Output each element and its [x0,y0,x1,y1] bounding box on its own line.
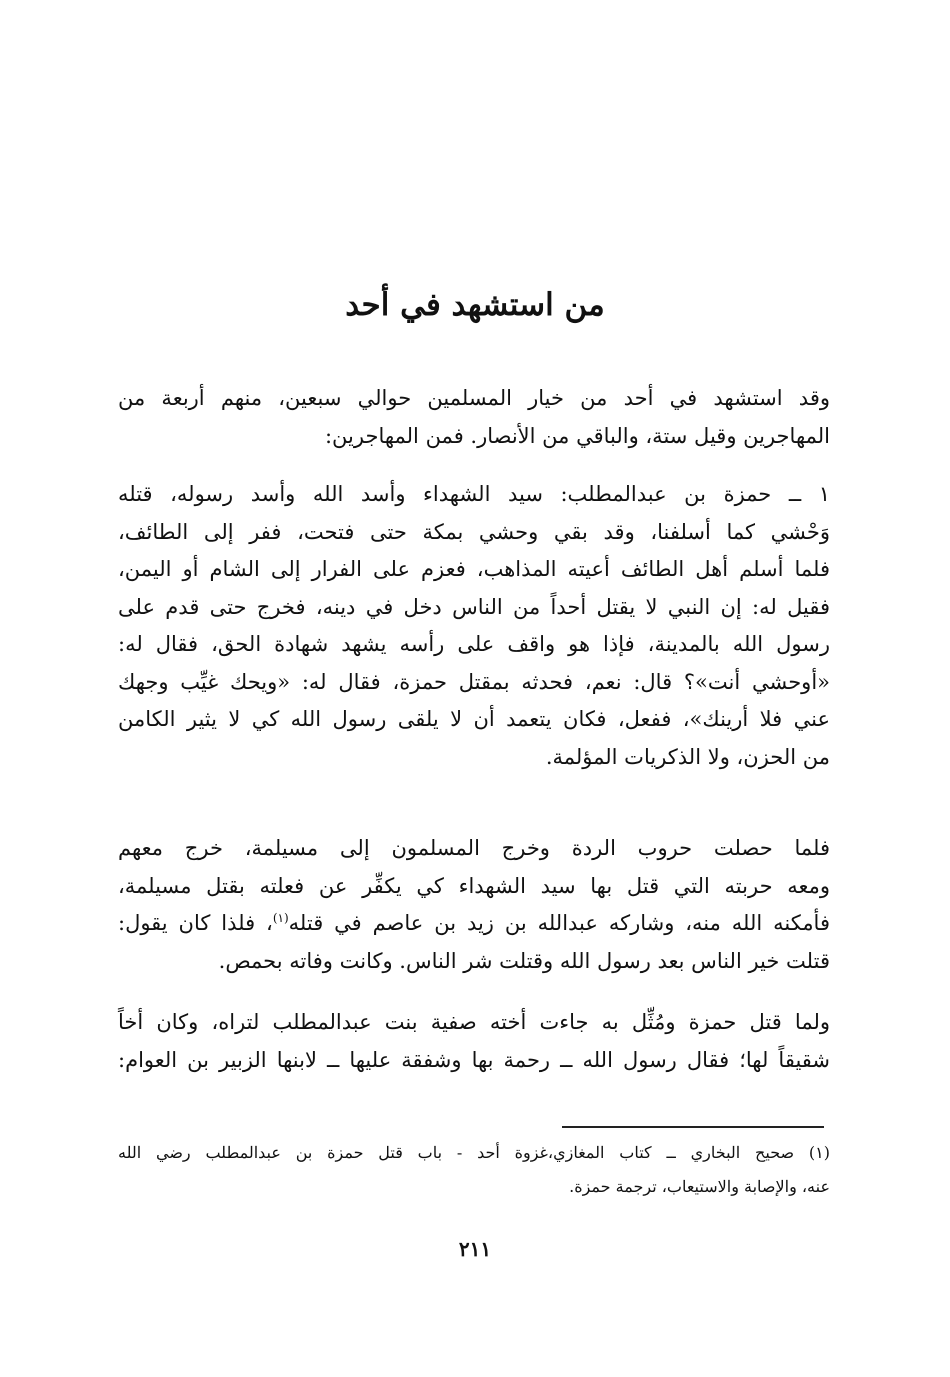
body-paragraph [118,830,830,980]
text-fragment: فأمكنه الله منه، وشاركه عبدالله بن زيد بن عاصم في قتله [288,911,830,935]
text-line: فقيل له: إن النبي لا يقتل أحداً من الناس دخل في دينه، فخرج حتى قدم على [118,594,830,619]
text-line: فلما أسلم أهل الطائف أعيته المذاهب، فعزم على الفرار إلى الشام أو اليمن، [118,557,830,581]
text-line: ومعه حربته التي قتل بها سيد الشهداء كي يكفِّر عن فعلته بقتل مسيلمة، [118,873,830,898]
text-fragment: ، فلذا كان يقول: [118,911,273,935]
body-paragraph [118,1004,830,1079]
footnote-reference[interactable]: (١) [272,911,289,925]
text-line: رسول الله بالمدينة، فإذا هو واقف على رأسه يشهد شهادة الحق، فقال له: [118,632,830,656]
text-line: من الحزن، ولا الذكريات المؤلمة. [545,744,830,769]
text-line: المهاجرين وقيل ستة، والباقي من الأنصار. فمن المهاجرين: [324,423,830,448]
body-paragraph [118,476,830,776]
chapter-title: من استشهد في أحد [345,287,605,323]
footnote [118,1136,830,1204]
text-line: شقيقاً لها؛ فقال رسول الله ــ رحمة بها وشفقة عليها ــ لابنها الزبير بن العوام: [118,1047,830,1072]
text-line: ولما قتل حمزة ومُثِّل به جاءت أخته صفية بنت عبدالمطلب لتراه، وكان أخاً [118,1010,830,1034]
page-number: ٢١١ [458,1237,492,1261]
text-line: «أوحشي أنت»؟ قال: نعم، فحدثه بمقتل حمزة، فقال له: «ويحك غيِّب وجهك [118,669,830,694]
text-line: وَحْشي كما أسلفنا، وقد بقي وحشي بمكة حتى فتحت، ففر إلى الطائف، [118,519,830,544]
text-line: ١ ــ حمزة بن عبدالمطلب: سيد الشهداء وأسد الله وأسد رسوله، قتله [118,482,830,506]
text-line-with-footnote [118,905,830,943]
text-line: فلما حصلت حروب الردة وخرج المسلمون إلى مسيلمة، خرج معهم [118,836,830,860]
text-line: وقد استشهد في أحد من خيار المسلمين حوالي سبعين، منهم أربعة من [118,386,830,410]
footnote-line: (١) صحيح البخاري ــ كتاب المغازي،غزوة أحد - باب قتل حمزة بن عبدالمطلب رضي الله [118,1143,830,1162]
text-line: قتلت خير الناس بعد رسول الله وقتلت شر الناس. وكانت وفاته بحمص. [218,948,830,973]
footnote-line: عنه، والإصابة والاستيعاب، ترجمة حمزة. [569,1177,830,1196]
body-paragraph [118,380,830,455]
text-line: عني فلا أرينك»، ففعل، فكان يتعمد أن لا يلقى رسول الله كي لا يثير الكامن [118,707,830,731]
footnote-separator [562,1126,824,1128]
